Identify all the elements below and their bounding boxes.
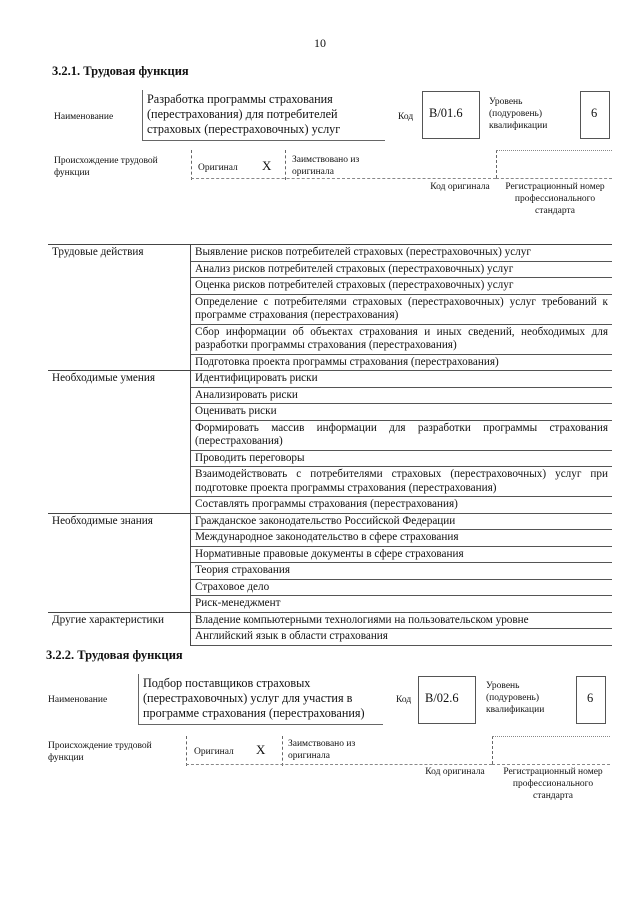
table-row: [48, 579, 612, 596]
group-label: Необходимые знания: [52, 514, 153, 527]
group-label-cell: [48, 497, 191, 514]
origin-underline-2: [186, 764, 492, 765]
table-row: [48, 596, 612, 613]
table-cell: Риск-менеджмент: [191, 596, 613, 613]
group-label-cell: [48, 245, 191, 262]
table-row: [48, 563, 612, 580]
code-value-box-2: [418, 676, 476, 724]
original-label: Оригинал: [198, 163, 238, 173]
table-cell: Взаимодействовать с потребителями страховых (перестраховочных) услуг при подготовке проекта программы страхования (перестрахования): [191, 467, 613, 497]
table-row: [48, 324, 612, 354]
group-label-cell: [48, 278, 191, 295]
table-cell: Оценка рисков потребителей страховых (перестраховочных) услуг: [191, 278, 613, 295]
name-label-2: Наименование: [48, 695, 108, 705]
table-row: [48, 450, 612, 467]
table-cell: Формировать массив информации для разработки программы страхования (перестрахования): [191, 420, 613, 450]
code-value: B/01.6: [429, 106, 463, 120]
page-number: 10: [314, 36, 326, 50]
section-heading-3-2-1: 3.2.1. Трудовая функция: [52, 64, 189, 78]
level-value-2: 6: [587, 691, 594, 705]
level-value-box-2: [576, 676, 606, 724]
function-table-grid: [48, 244, 612, 646]
table-cell: Оценивать риски: [191, 404, 613, 421]
group-label-cell: [48, 261, 191, 278]
code-label-2: Код: [396, 695, 412, 705]
code-orig-label: Код оригинала: [430, 182, 490, 192]
name-value-box: [142, 90, 385, 141]
name-value: Разработка программы страхования (перестрахования) для потребителей страховых (перестраховочных) услуг: [147, 92, 341, 136]
reg-divider: [496, 150, 497, 178]
level-value: 6: [591, 106, 598, 120]
table-row: [48, 294, 612, 324]
function-table: [48, 244, 612, 646]
origin-label-2: Происхождение трудовой функции: [48, 741, 152, 763]
group-label-cell: [48, 596, 191, 613]
origin-divider-2: [186, 736, 187, 766]
table-row: [48, 420, 612, 450]
group-label: Необходимые умения: [52, 372, 155, 384]
group-label-cell: [48, 420, 191, 450]
origin-underline: [191, 178, 496, 179]
code-value-2: B/02.6: [425, 691, 459, 705]
table-cell: Анализировать риски: [191, 387, 613, 404]
section-heading-3-2-2: 3.2.2. Трудовая функция: [46, 648, 183, 662]
origin-label: Происхождение трудовой функции: [54, 156, 158, 178]
name-label: Наименование: [54, 112, 114, 122]
group-label-cell: [48, 612, 191, 629]
borrowed-divider: [285, 150, 286, 180]
group-label-cell: [48, 563, 191, 580]
reg-underline-2: [492, 764, 610, 765]
original-label-2: Оригинал: [194, 747, 234, 757]
group-label-cell: [48, 387, 191, 404]
group-label-cell: [48, 579, 191, 596]
reg-label: Регистрационный номер профессионального стандарта: [505, 182, 605, 216]
reg-top-line-2: [492, 736, 610, 737]
group-label-cell: [48, 629, 191, 646]
name-value-2: Подбор поставщиков страховых (перестраховочных) услуг для участия в программе страхования (перестрахования): [143, 676, 365, 720]
table-row: [48, 404, 612, 421]
reg-label-2: Регистрационный номер профессионального стандарта: [503, 767, 603, 801]
group-label-cell: [48, 467, 191, 497]
level-value-box: [580, 91, 610, 139]
table-cell: Составлять программы страхования (перестрахования): [191, 497, 613, 514]
group-label-cell: [48, 450, 191, 467]
table-row: [48, 612, 612, 629]
group-label-cell: [48, 294, 191, 324]
table-cell: Английский язык в области страхования: [191, 629, 613, 646]
group-label-cell: [48, 324, 191, 354]
table-row: [48, 371, 612, 388]
table-cell: Гражданское законодательство Российской Федерации: [191, 513, 613, 530]
group-label-cell: [48, 371, 191, 388]
borrowed-divider-2: [282, 736, 283, 766]
reg-top-line: [496, 150, 612, 151]
table-row: [48, 278, 612, 295]
table-cell: Теория страхования: [191, 563, 613, 580]
group-label-cell: [48, 546, 191, 563]
table-row: [48, 513, 612, 530]
table-cell: Проводить переговоры: [191, 450, 613, 467]
table-row: [48, 245, 612, 262]
table-row: [48, 530, 612, 547]
table-cell: Сбор информации об объектах страхования и иных сведений, необходимых для разработки программы страхования (перестрахования): [191, 324, 613, 354]
table-cell: Нормативные правовые документы в сфере страхования: [191, 546, 613, 563]
table-cell: Определение с потребителями страховых (перестраховочных) услуг требований к программе страхования (перестрахования): [191, 294, 613, 324]
table-cell: Идентифицировать риски: [191, 371, 613, 388]
level-label-2: Уровень (подуровень) квалификации: [486, 681, 545, 715]
group-label-cell: [48, 530, 191, 547]
origin-divider: [191, 150, 192, 180]
table-cell: Подготовка проекта программы страхования (перестрахования): [191, 354, 613, 371]
borrowed-label-2: Заимствовано из оригинала: [288, 739, 356, 761]
table-cell: Владение компьютерными технологиями на пользовательском уровне: [191, 612, 613, 629]
table-cell: Международное законодательство в сфере страхования: [191, 530, 613, 547]
table-row: [48, 387, 612, 404]
group-label-cell: [48, 404, 191, 421]
table-cell: Анализ рисков потребителей страховых (перестраховочных) услуг: [191, 261, 613, 278]
group-label-cell: [48, 354, 191, 371]
table-row: [48, 467, 612, 497]
table-row: [48, 261, 612, 278]
code-label: Код: [398, 112, 414, 122]
reg-divider-2: [492, 736, 493, 764]
code-orig-label-2: Код оригинала: [425, 767, 485, 777]
table-cell: Выявление рисков потребителей страховых (перестраховочных) услуг: [191, 245, 613, 262]
table-row: [48, 354, 612, 371]
table-row: [48, 497, 612, 514]
name-value-box-2: [138, 674, 383, 725]
original-mark-2: X: [256, 742, 266, 757]
level-label: Уровень (подуровень) квалификации: [489, 97, 548, 131]
original-mark: X: [262, 158, 272, 173]
table-cell: Страховое дело: [191, 579, 613, 596]
reg-underline: [496, 178, 612, 179]
table-row: [48, 546, 612, 563]
group-label: Трудовые действия: [52, 246, 144, 258]
group-label: Другие характеристики: [52, 613, 164, 626]
code-value-box: [422, 91, 480, 139]
group-label-cell: [48, 513, 191, 530]
borrowed-label: Заимствовано из оригинала: [292, 155, 360, 177]
table-row: [48, 629, 612, 646]
